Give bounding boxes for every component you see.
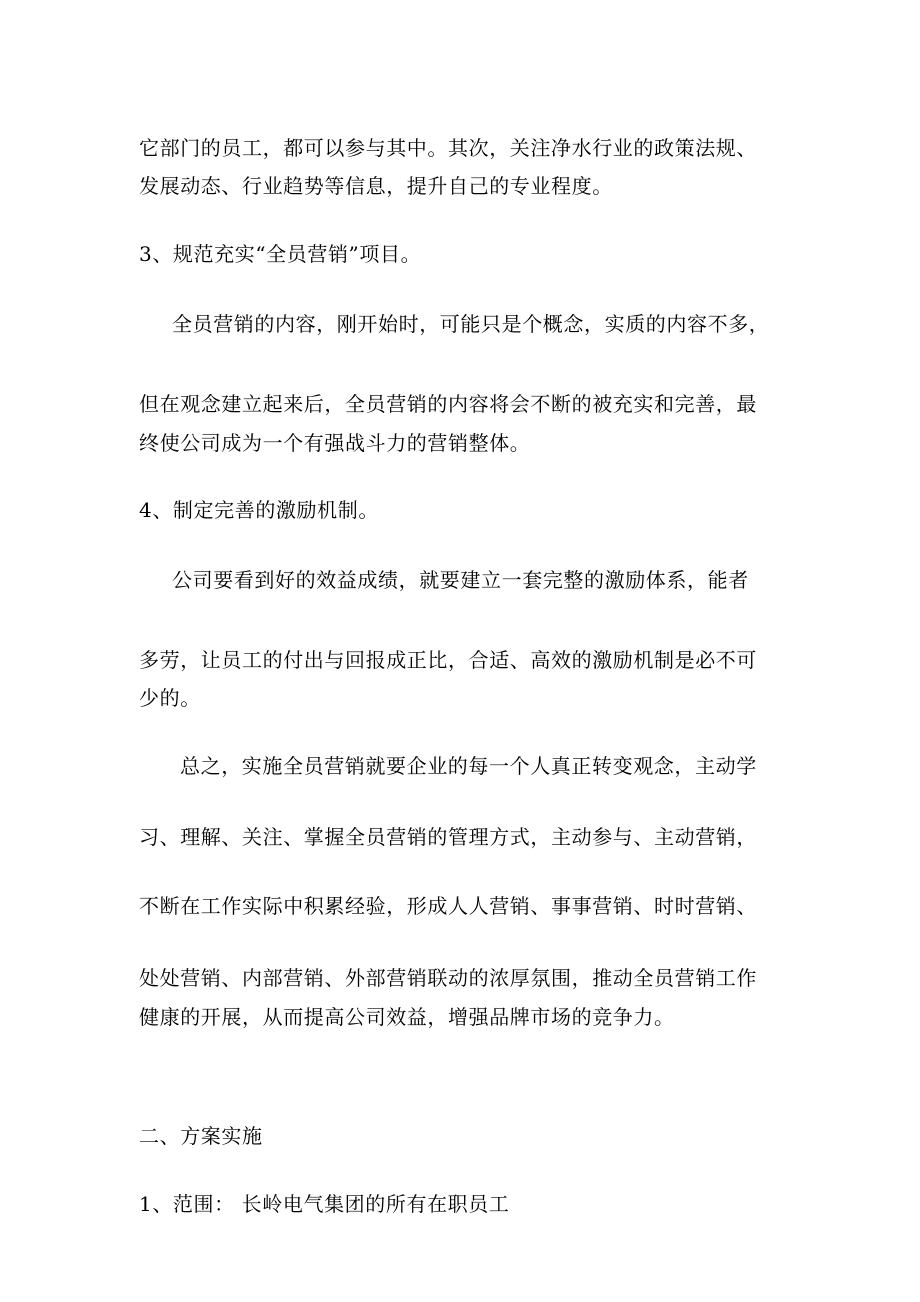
text-line: 它部门的员工，都可以参与其中。其次，关注净水行业的政策法规、 xyxy=(139,136,757,160)
text-line: 但在观念建立起来后，全员营销的内容将会不断的被充实和完善，最 xyxy=(139,392,757,416)
text-line: 多劳，让员工的付出与回报成正比，合适、高效的激励机制是必不可 xyxy=(139,648,757,672)
text-line: 少的。 xyxy=(139,686,201,710)
text-line: 总之，实施全员营销就要企业的每一个人真正转变观念，主动学 xyxy=(180,754,757,778)
text-line: 公司要看到好的效益成绩，就要建立一套完整的激励体系，能者 xyxy=(172,568,749,592)
section-heading: 4、制定完善的激励机制。 xyxy=(139,498,379,522)
text-line: 不断在工作实际中积累经验，形成人人营销、事事营销、时时营销、 xyxy=(139,894,757,918)
text-line: 健康的开展，从而提高公司效益，增强品牌市场的竞争力。 xyxy=(139,1005,675,1029)
text-line: 1、范围： 长岭电气集团的所有在职员工 xyxy=(139,1192,510,1216)
text-line: 全员营销的内容，刚开始时，可能只是个概念，实质的内容不多， xyxy=(172,312,770,336)
text-line: 处处营销、内部营销、外部营销联动的浓厚氛围，推动全员营销工作 xyxy=(139,966,757,990)
text-line: 习、理解、关注、掌握全员营销的管理方式，主动参与、主动营销， xyxy=(139,825,757,849)
text-line: 终使公司成为一个有强战斗力的营销整体。 xyxy=(139,431,531,455)
section-heading: 二、方案实施 xyxy=(139,1124,263,1148)
section-heading: 3、规范充实“全员营销”项目。 xyxy=(139,242,422,266)
text-line: 发展动态、行业趋势等信息，提升自己的专业程度。 xyxy=(139,174,613,198)
